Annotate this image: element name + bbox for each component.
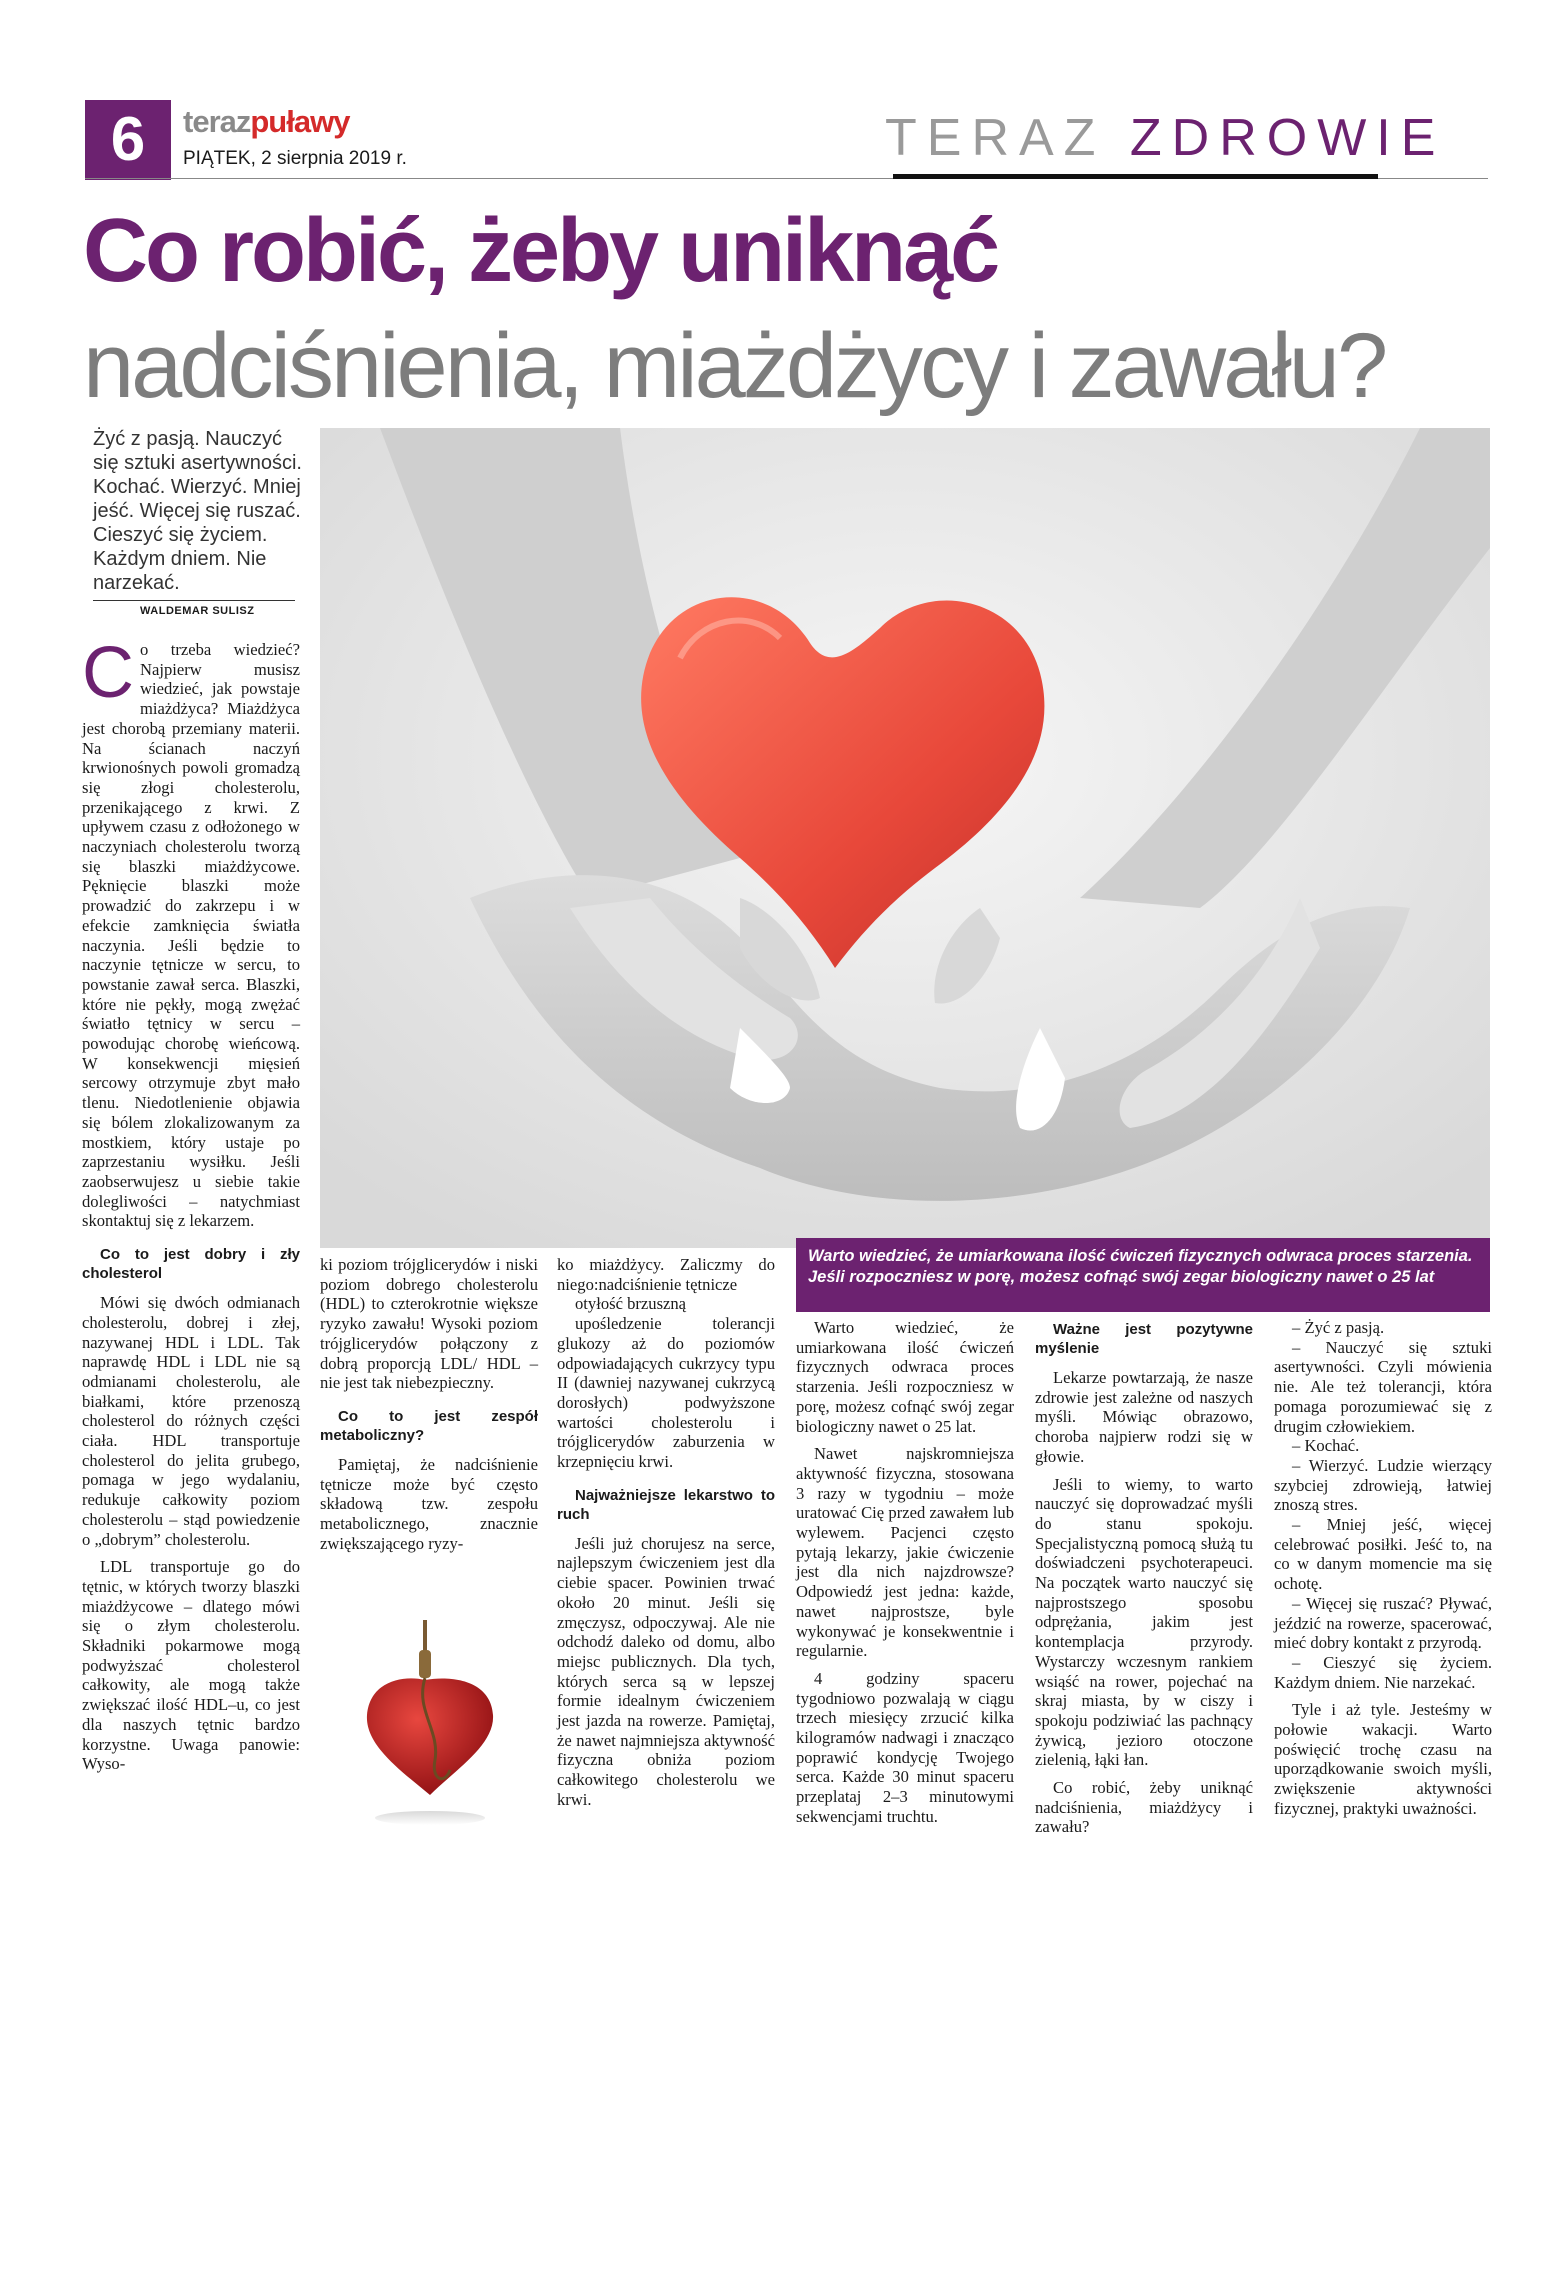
hands-heart-photo bbox=[320, 428, 1490, 1248]
section-part1: TERAZ bbox=[885, 109, 1130, 167]
article-column-6 bbox=[1274, 1318, 1492, 1819]
page-number: 6 bbox=[85, 100, 171, 180]
list-item: upośledzenie tolerancji glukozy aż do poziomów odpowiadających cukrzycy typu II (dawniej nazywanej cukrzycą dorosłych) podwyższone wartości cholesterolu i trójglicerydów zaburzenia w krzepnięciu krwi. bbox=[557, 1314, 775, 1472]
list-item: otyłość brzuszną bbox=[575, 1294, 687, 1314]
section-title bbox=[885, 108, 1446, 168]
paragraph: ko miażdżycy. Zaliczmy do niego:nadciśnienie tętnicze bbox=[557, 1255, 775, 1294]
issue-date: PIĄTEK, 2 sierpnia 2019 r. bbox=[183, 148, 407, 169]
drop-cap: C bbox=[82, 633, 134, 713]
photo-caption: Warto wiedzieć, że umiarkowana ilość ćwiczeń fizycznych odwraca proces starzenia. Jeśli rozpoczniesz w porę, możesz cofnąć swój zegar biologiczny nawet o 25 lat bbox=[796, 1238, 1490, 1312]
paragraph: Co robić, żeby uniknąć nadciśnienia, miażdżycy i zawału? bbox=[1035, 1778, 1253, 1837]
section-part2: ZDROWIE bbox=[1129, 109, 1446, 167]
article-column-3 bbox=[557, 1255, 775, 1810]
article-column-1 bbox=[82, 633, 300, 1774]
section-underline bbox=[893, 174, 1378, 179]
paragraph: Tyle i aż tyle. Jesteśmy w połowie wakacji. Warto poświęcić trochę czasu na uporządkowanie swoich myśli, zwiększenie aktywności fizycznej, praktyki uważności. bbox=[1274, 1700, 1492, 1818]
brand-part1: teraz bbox=[183, 104, 251, 139]
paragraph: – Mniej jeść, więcej celebrować posiłki. Jeść to, na co w danym momencie ma się ochotę. bbox=[1274, 1515, 1492, 1594]
paragraph: o trzeba wiedzieć? Najpierw musisz wiedzieć, jak powstaje miażdżyca? Miażdżyca jest chorobą przemiany materii. Na ścianach naczyń krwionośnych powoli gromadzą się złogi cholesterolu, przenikającego z krwi. Z upływem czasu z odłożonego w naczyniach cholesterolu tworzą się blaszki miażdżycowe. Pęknięcie blaszki może prowadzić do zakrzepu i w efekcie zamknięcia światła naczynia. Jeśli będzie to naczynie tętnicze w sercu, to powstanie zawał serca. Blaszki, które nie pękły, mogą zwężać światło tętnicy w sercu – powodując chorobę wieńcową. W konsekwencji mięsień sercowy otrzymuje zbyt mało tlenu. Niedotlenienie objawia się bólem zlokalizowanym za mostkiem, który ustaje po zaprzestaniu wysiłku. Jeśli zaobserwujesz u siebie takie dolegliwości – natychmiast skontaktuj się z lekarzem. bbox=[82, 640, 300, 1231]
paragraph: – Cieszyć się życiem. Każdym dniem. Nie narzekać. bbox=[1274, 1652, 1492, 1692]
subheading: Najważniejsze lekarstwo to ruch bbox=[557, 1486, 775, 1523]
article-column-2 bbox=[320, 1255, 538, 1553]
paragraph: Nawet najskromniejsza aktywność fizyczna, stosowana 3 razy w tygodniu – może uratować Cię przed zawałem lub wylewem. Pacjenci często pytają lekarzy, jakie ćwiczenie jest dla nich najzdrowsze? Odpowiedź jest jedna: każde, nawet najprostsze, byle wykonywać je konsekwentnie i regularnie. bbox=[796, 1444, 1014, 1661]
subheading: Co to jest dobry i zły cholesterol bbox=[82, 1246, 300, 1283]
heart-noose-illustration bbox=[345, 1620, 515, 1830]
paragraph: Warto wiedzieć, że umiarkowana ilość ćwiczeń fizycznych odwraca proces starzenia. Jeśli rozpoczniesz w porę, możesz cofnąć swój zegar biologiczny nawet o 25 lat. bbox=[796, 1318, 1014, 1436]
paragraph: – Żyć z pasją. bbox=[1292, 1318, 1385, 1337]
subheading: Co to jest zespół metaboliczny? bbox=[320, 1407, 538, 1444]
paragraph: – Więcej się ruszać? Pływać, jeździć na rowerze, spacerować, mieć dobry kontakt z przyrodą. bbox=[1274, 1593, 1492, 1653]
byline-divider bbox=[93, 600, 295, 601]
paragraph: – Kochać. bbox=[1292, 1436, 1360, 1456]
lead-paragraph: Żyć z pasją. Nauczyć się sztuki asertywności. Kochać. Wierzyć. Mniej jeść. Więcej się ruszać. Cieszyć się życiem. Każdym dniem. Nie narzekać. bbox=[93, 428, 302, 594]
byline: WALDEMAR SULISZ bbox=[140, 605, 255, 617]
paragraph: 4 godziny spaceru tygodniowo pozwalają w ciągu trzech miesięcy zrzucić kilka kilogramów nadwagi i znacząco poprawić kondycję Twojego serca. Każde 30 minut spaceru przeplataj 2–3 minutowymi sekwencjami truchtu. bbox=[796, 1668, 1014, 1826]
subheading: Ważne jest pozytywne myślenie bbox=[1035, 1321, 1253, 1357]
article-column-4 bbox=[796, 1318, 1014, 1827]
paragraph: Mówi się dwóch odmianach cholesterolu, dobrej i złej, nazywanej HDL i LDL. Tak naprawdę HDL i LDL nie są odmianami cholesterolu, ale białkami, które przenoszą cholesterol do różnych części ciała. HDL transportuje cholesterol do jelita grubego, pomaga w jego wydalaniu, redukuje całkowity poziom cholesterolu – stąd powiedzenie o „dobrym” cholesterolu. bbox=[82, 1293, 300, 1549]
headline-line2: nadciśnienia, miażdżycy i zawału? bbox=[83, 315, 1386, 417]
headline-line1: Co robić, żeby uniknąć bbox=[83, 201, 998, 301]
paragraph: – Nauczyć się sztuki asertywności. Czyli mówienia nie. Ale też tolerancji, która pomaga porozumiewać się z drugim człowiekiem. bbox=[1274, 1337, 1492, 1436]
newspaper-logo bbox=[183, 104, 349, 140]
paragraph: Pamiętaj, że nadciśnienie tętnicze może być często składową tzw. zespołu metabolicznego, znacznie zwiększającego ryzy- bbox=[320, 1454, 538, 1553]
paragraph: ki poziom trójglicerydów i niski poziom dobrego cholesterolu (HDL) to czterokrotnie większe ryzyko zawału! Wysoki poziom trójglicerydów połączony z dobrą proporcją LDL/ HDL – nie jest tak niebezpieczny. bbox=[320, 1255, 538, 1393]
paragraph: – Wierzyć. Ludzie wierzący szybciej zdrowieją, łatwiej znoszą stres. bbox=[1274, 1455, 1492, 1515]
paragraph: Jeśli już chorujesz na serce, najlepszym ćwiczeniem jest dla ciebie spacer. Powinien trwać około 20 minut. Jeśli się zmęczysz, odpoczywaj. Ale nie odchodź daleko od domu, albo miejsc publicznych. Dla tych, których serca są w lepszej formie idealnym ćwiczeniem jest jazda na rowerze. Pamiętaj, że nawet najmniejsza aktywność fizyczna obniża poziom całkowitego cholesterolu we krwi. bbox=[557, 1533, 775, 1809]
article-column-5 bbox=[1035, 1318, 1253, 1837]
paragraph: Jeśli to wiemy, to warto nauczyć się doprowadzać myśli do stanu spokoju. Specjalistyczną pomocą służą tu doświadczeni psychoterapeuci. Na początek warto nauczyć się najprostszego sposobu odprężania, jakim jest kontemplacja przyrody. Wystarczy wczesnym rankiem wsiąść na rower, pojechać na skraj miasta, by w ciszy i spokoju podziwiać las pachnący żywicą, jezioro otoczone zielenią, łąki łan. bbox=[1035, 1474, 1253, 1770]
paragraph: Lekarze powtarzają, że nasze zdrowie jest zależne od naszych myśli. Mówiąc obrazowo, choroba najpierw rodzi się w głowie. bbox=[1035, 1368, 1253, 1466]
brand-part2: puławy bbox=[250, 104, 350, 139]
paragraph: LDL transportuje go do tętnic, w których tworzy blaszki miażdżycowe – dlatego mówi się o złym cholesterolu. Składniki pokarmowe mogą podwyższać cholesterol całkowity, ale mogą także zwiększać ilość HDL–u, co jest dla naszych tętnic bardzo korzystne. Uwaga panowie: Wyso- bbox=[82, 1557, 300, 1774]
